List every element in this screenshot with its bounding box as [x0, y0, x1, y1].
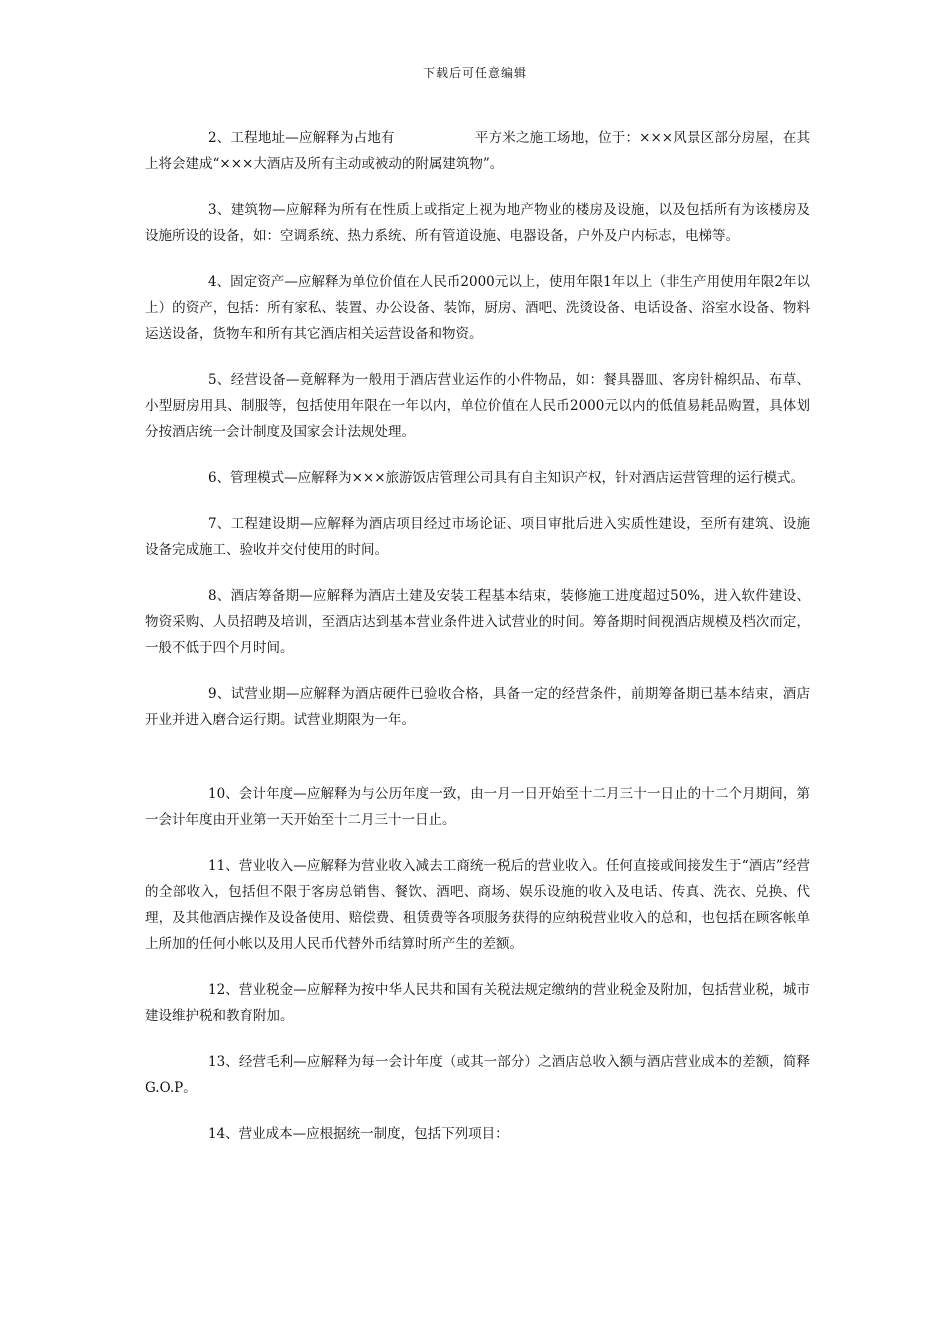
paragraph-12: 12、营业税金—应解释为按中华人民共和国有关税法规定缴纳的营业税金及附加，包括营业税，城市建设维护税和教育附加。 — [145, 982, 810, 1024]
paragraph-2-pre: 2、工程地址—应解释为占地有 — [208, 130, 395, 146]
document-body — [145, 125, 810, 1167]
paragraph-9: 9、试营业期—应解释为酒店硬件已验收合格，具备一定的经营条件，前期筹备期已基本结束，酒店开业并进入磨合运行期。试营业期限为一年。 — [145, 686, 810, 728]
paragraph-2 — [145, 125, 810, 177]
paragraph-2-post: 平方米之施工场地，位于：×××风景区部分房屋，在其上将会建成“×××大酒店及所有主动或被动的附属建筑物”。 — [145, 130, 811, 172]
paragraph-6: 6、管理模式—应解释为×××旅游饭店管理公司具有自主知识产权，针对酒店运营管理的运行模式。 — [208, 470, 805, 486]
paragraph-8: 8、酒店筹备期—应解释为酒店土建及安装工程基本结束，装修施工进度超过50%，进入软件建设、物资采购、人员招聘及培训，至酒店达到基本营业条件进入试营业的时间。筹备期时间视酒店规模及档次而定，一般不低于四个月时间。 — [145, 588, 810, 656]
paragraph-11: 11、营业收入—应解释为营业收入减去工商统一税后的营业收入。任何直接或间接发生于“酒店”经营的全部收入，包括但不限于客房总销售、餐饮、酒吧、商场、娱乐设施的收入及电话、传真、洗衣、兑换、代理，及其他酒店操作及设备使用、赔偿费、租赁费等各项服务获得的应纳税营业收入的总和，也包括在顾客帐单上所加的任何小帐以及用人民币代替外币结算时所产生的差额。 — [145, 858, 810, 952]
paragraph-3: 3、建筑物—应解释为所有在性质上或指定上视为地产物业的楼房及设施，以及包括所有为该楼房及设施所设的设备，如：空调系统、热力系统、所有管道设施、电器设备，户外及户内标志，电梯等。 — [145, 202, 810, 244]
paragraph-13: 13、经营毛利—应解释为每一会计年度（或其一部分）之酒店总收入额与酒店营业成本的差额，简释G.O.P。 — [145, 1054, 810, 1096]
paragraph-7: 7、工程建设期—应解释为酒店项目经过市场论证、项目审批后进入实质性建设，至所有建筑、设施设备完成施工、验收并交付使用的时间。 — [145, 516, 810, 558]
paragraph-5: 5、经营设备—竟解释为一般用于酒店营业运作的小件物品，如：餐具器皿、客房针棉织品、布草、小型厨房用具、制服等，包括使用年限在一年以内，单位价值在人民币2000元以内的低值易耗品购置，具体划分按酒店统一会计制度及国家会计法规处理。 — [145, 372, 810, 440]
paragraph-10: 10、会计年度—应解释为与公历年度一致，由一月一日开始至十二月三十一日止的十二个月期间，第一会计年度由开业第一天开始至十二月三十一日止。 — [145, 786, 810, 828]
paragraph-14: 14、营业成本—应根据统一制度，包括下列项目： — [208, 1126, 509, 1142]
paragraph-4: 4、固定资产—应解释为单位价值在人民币2000元以上，使用年限1年以上（非生产用使用年限2年以上）的资产，包括：所有家私、装置、办公设备、装饰，厨房、酒吧、洗烫设备、电话设备、浴室水设备、物料运送设备，货物车和所有其它酒店相关运营设备和物资。 — [145, 274, 810, 342]
page-header: 下载后可任意编辑 — [422, 66, 527, 80]
